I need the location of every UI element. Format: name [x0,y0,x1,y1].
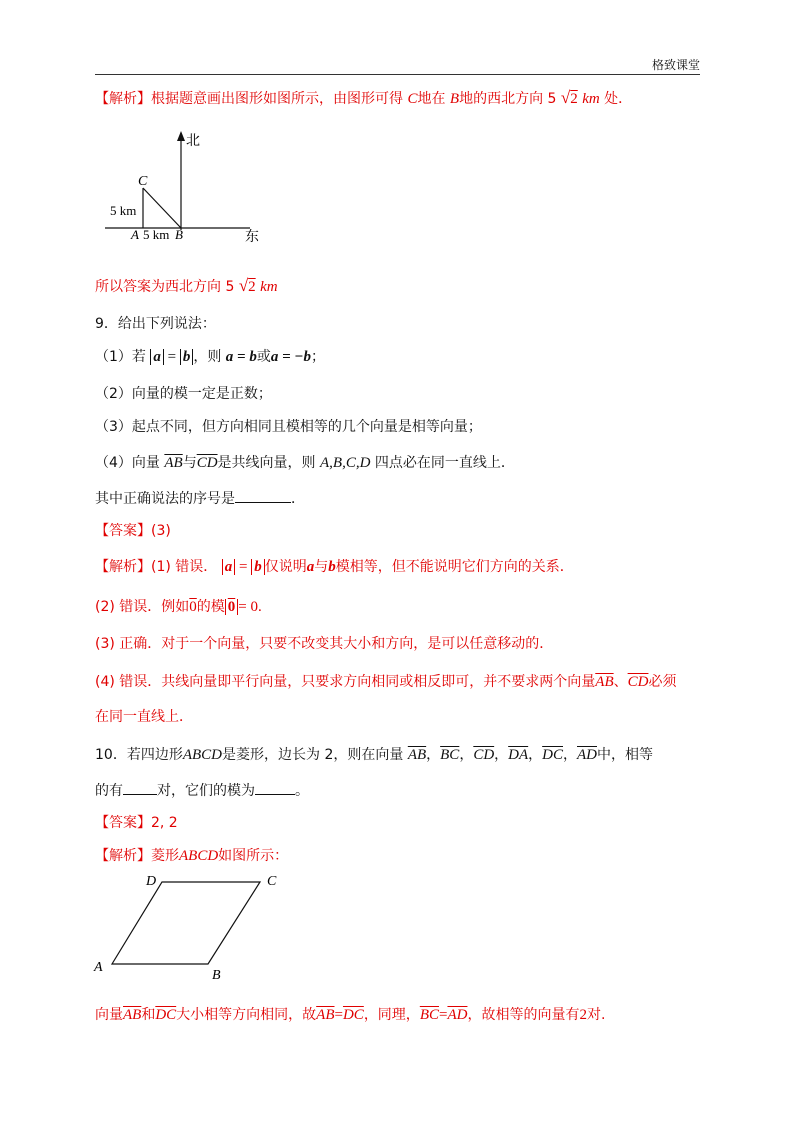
q9-explain-4-line2: 在同一直线上． [95,709,193,725]
q8-conclusion: 所以答案为西北方向 5 √2 km [95,276,278,295]
q9-explain-4: (4) 错误．共线向量即平行向量，只要求方向相同或相反即可，并不要求两个向量$\overline{AB}$、$\overline{CD}$必须 [95,674,677,690]
q9-statement-1: （1）若 a = b ，则 a = b或a = −b； [95,349,325,365]
q10-conclusion: 向量$\overline{AB}$和$\overline{DC}$大小相等方向相同，故$\overline{AB}=\overline{DC}$，同理，$\overline{BC}=\overline{AD}$，故相等的向量有2对. [95,1007,606,1023]
header-brand: 格致课堂 [652,58,701,72]
q8-var-c: C [407,91,418,107]
q9-explain-3: (3) 正确．对于一个向量，只要不改变其大小和方向，是可以任意移动的． [95,636,554,652]
fig-point-c: C [138,174,148,189]
q8-sqrt: √2 [560,88,578,107]
q10-rhombus-figure [90,868,290,986]
q9-statement-3: （3）起点不同，但方向相同且模相等的几个向量是相等向量； [95,419,482,435]
q8-analysis-text-b: 地在 [417,91,446,107]
q8-analysis-text-a: 根据题意画出图形如图所示，由图形可得 [151,91,403,107]
q8-direction-figure [100,125,270,250]
q8-analysis-line [95,88,632,108]
q9-ask: 其中正确说法的序号是 ． [95,488,305,508]
q10-stem-line1: 10．若四边形ABCD是菱形，边长为 2，则在向量 $\overline{AB}$，$\overline{BC}$，$\overline{CD}$，$\overline{DA}$，$\overline{DC}$，$\overline{AD}$中，相等 [95,747,653,763]
q10-modulus-blank [255,780,295,795]
q8-analysis-tag: 【解析】 [95,91,151,107]
q8-conclusion-sqrt: √2 [238,276,256,295]
fig-point-b: B [175,227,183,242]
rhombus-point-b: B [212,968,221,983]
fig-point-a: A [131,227,139,242]
q10-pairs-blank [123,780,157,795]
q10-stem-line2: 的有 对，它们的模为 。 [95,780,309,800]
q9-explain-1: 【解析】(1) 错误． a = b 仅说明a与b模相等，但不能说明它们方向的关系． [95,559,574,575]
q9-stem: 9．给出下列说法： [95,316,216,332]
q8-unit: km [582,91,600,107]
q9-statement-2: （2）向量的模一定是正数； [95,386,272,402]
q9-explain-2: (2) 错误．例如0的模 0 = 0. [95,599,262,615]
fig-east-label: 东 [245,230,259,245]
q9-answer-blank [235,488,291,503]
q10-answer: 【答案】2, 2 [95,815,178,831]
fig-north-label: 北 [186,134,200,149]
q9-answer: 【答案】(3) [95,523,171,539]
q10-analysis: 【解析】菱形ABCD如图所示： [95,848,289,864]
rhombus-point-a: A [94,960,103,975]
q8-var-b: B [449,91,460,107]
fig-dist-horizontal: 5 km [143,227,170,242]
header-rule [95,74,700,75]
q8-analysis-text-c: 地的西北方向 5 [459,91,557,107]
rhombus-point-c: C [267,874,277,889]
rhombus-point-d: D [146,874,157,889]
fig-dist-vertical: 5 km [110,203,137,218]
q8-analysis-end: 处． [604,91,633,107]
q9-statement-4: （4）向量 $\overline{AB}$与$\overline{CD}$是共线向量，则 A,B,C,D 四点必在同一直线上． [95,455,515,471]
